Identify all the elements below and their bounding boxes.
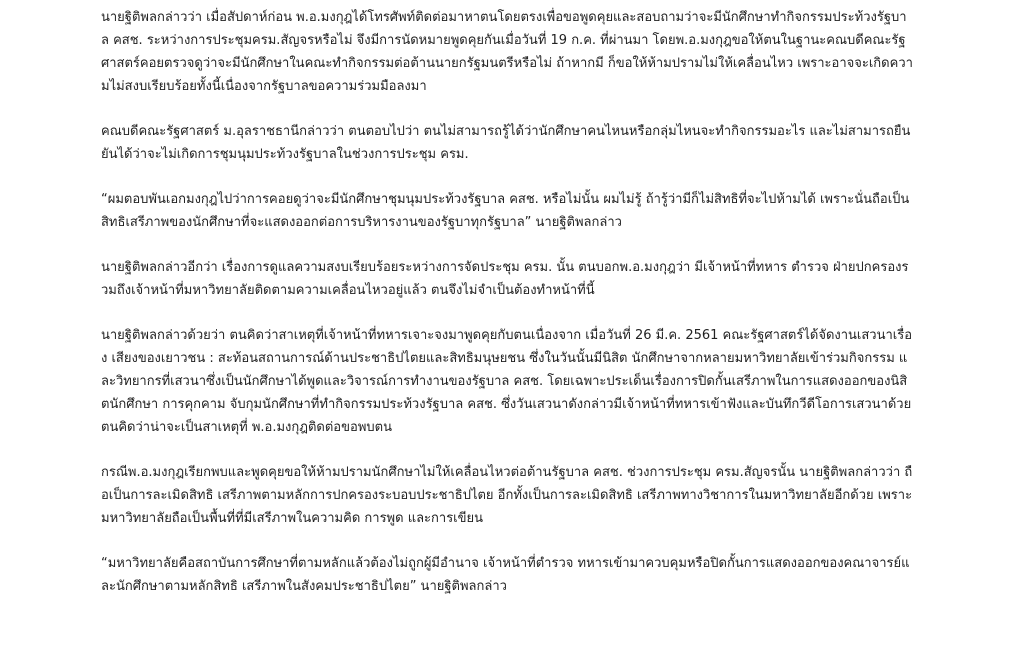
article-paragraph: คณบดีคณะรัฐศาสตร์ ม.อุลราชธานีกล่าวว่า ตนตอบไปว่า ตนไม่สามารถรู้ได้ว่านักศึกษาคนไหนหรือกลุ่มไหนจะทำกิจกรรมอะไร และไม่สามารถยืนยันได้ว่าจะไม่เกิดการชุมนุมประท้วงรัฐบาลในช่วงการประชุม ครม. [101,124,911,162]
article-body [101,6,913,620]
article-paragraph: นายฐิติพลกล่าวด้วยว่า ตนคิดว่าสาเหตุที่เจ้าหน้าที่ทหารเจาะจงมาพูดคุยกับตนเนื่องจาก เมื่อวันที่ 26 มี.ค. 2561 คณะรัฐศาสตร์ได้จัดงานเสวนาเรื่อง เสียงของเยาวชน : สะท้อนสถานการณ์ด้านประชาธิปไตยและสิทธิมนุษยชน ซึ่งในวันนั้นมีนิสิต นักศึกษาจากหลายมหาวิทยาลัยเข้าร่วมกิจกรรม และวิทยากรที่เสวนาซึ่งเป็นนักศึกษาได้พูดและวิจารณ์การทำงานของรัฐบาล คสช. โดยเฉพาะประเด็นเรื่องการปิดกั้นเสรีภาพในการแสดงออกของนิสิตนักศึกษา การคุกคาม จับกุมนักศึกษาที่ทำกิจกรรมประท้วงรัฐบาล คสช. ซึ่งวันเสวนาดังกล่าวมีเจ้าหน้าที่ทหารเข้าฟังและบันทึกวีดีโอการเสวนาด้วย ตนคิดว่าน่าจะเป็นสาเหตุที่ พ.อ.มงกุฎติดต่อขอพบตน [101,328,913,435]
article-quote-paragraph: “ผมตอบพันเอกมงกุฎไปว่าการคอยดูว่าจะมีนักศึกษาชุมนุมประท้วงรัฐบาล คสช. หรือไม่นั้น ผมไม่รู้ ถ้ารู้ว่ามีก็ไม่สิทธิที่จะไปห้ามได้ เพราะนั่นถือเป็นสิทธิเสรีภาพของนักศึกษาที่จะแสดงออกต่อการบริหารงานของรัฐบาทุกรัฐบาล” นายฐิติพลกล่าว [101,192,910,230]
article-quote-paragraph: “มหาวิทยาลัยคือสถาบันการศึกษาที่ตามหลักแล้วต้องไม่ถูกผู้มีอำนาจ เจ้าหน้าที่ตำรวจ ทหารเข้ามาควบคุมหรือปิดกั้นการแสดงออกของคณาจารย์และนักศึกษาตามหลักสิทธิ เสรีภาพในสังคมประชาธิปไตย” นายฐิติพลกล่าว [101,556,910,594]
article-paragraph: กรณีพ.อ.มงกุฎเรียกพบและพูดคุยขอให้ห้ามปรามนักศึกษาไม่ให้เคลื่อนไหวต่อต้านรัฐบาล คสช. ช่วงการประชุม ครม.สัญจรนั้น นายฐิติพลกล่าวว่า ถือเป็นการละเมิดสิทธิ เสรีภาพตามหลักการปกครองระบอบประชาธิปไตย อีกทั้งเป็นการละเมิดสิทธิ เสรีภาพทางวิชาการในมหาวิทยาลัยอีกด้วย เพราะมหาวิทยาลัยถือเป็นพื้นที่ที่มีเสรีภาพในความคิด การพูด และการเขียน [101,465,913,526]
article-paragraph: นายฐิติพลกล่าวอีกว่า เรื่องการดูแลความสงบเรียบร้อยระหว่างการจัดประชุม ครม. นั้น ตนบอกพ.อ.มงกุฎว่า มีเจ้าหน้าที่ทหาร ตำรวจ ฝ่ายปกครองรวมถึงเจ้าหน้าที่มหาวิทยาลัยติดตามความเคลื่อนไหวอยู่แล้ว ตนจึงไม่จำเป็นต้องทำหน้าที่นี้ [101,260,909,298]
article-paragraph: นายฐิติพลกล่าวว่า เมื่อสัปดาห์ก่อน พ.อ.มงกุฎได้โทรศัพท์ติดต่อมาหาตนโดยตรงเพื่อขอพูดคุยและสอบถามว่าจะมีนักศึกษาทำกิจกรรมประท้วงรัฐบาล คสช. ระหว่างการประชุมครม.สัญจรหรือไม่ จึงมีการนัดหมายพูดคุยกันเมื่อวันที่ 19 ก.ค. ที่ผ่านมา โดยพ.อ.มงกุฎขอให้ตนในฐานะคณบดีคณะรัฐศาสตร์คอยตรวจดูว่าจะมีนักศึกษาในคณะทำกิจกรรมต่อต้านนายกรัฐมนตรีหรือไม่ ถ้าหากมี ก็ขอให้ห้ามปรามไม่ให้เคลื่อนไหว เพราะอาจจะเกิดความไม่สงบเรียบร้อยทั้งนี้เนื่องจากรัฐบาลขอความร่วมมือลงมา [101,10,913,94]
